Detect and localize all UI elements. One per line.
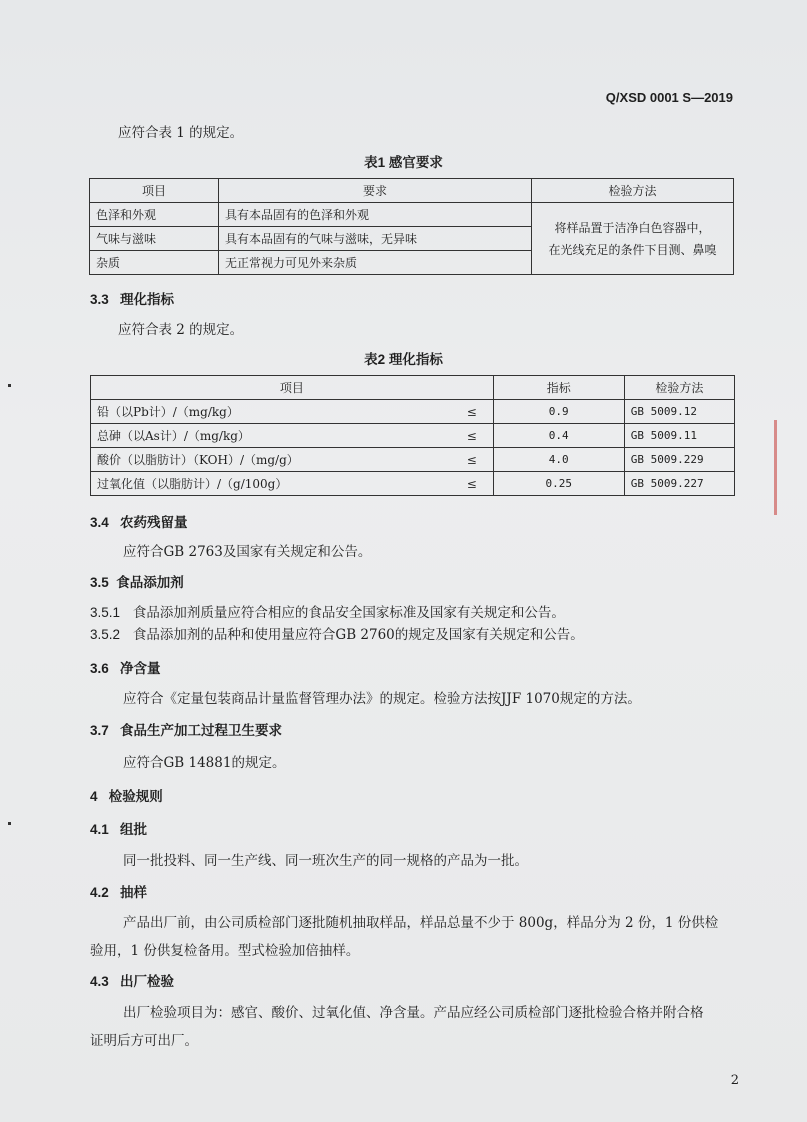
table-cell: ≤ bbox=[451, 472, 494, 496]
table-cell: 酸价（以脂肪计）（KOH）/（mg/g） bbox=[91, 448, 451, 472]
section-4-2-text-line1: 产品出厂前，由公司质检部门逐批随机抽取样品，样品总量不少于 800g，样品分为 2 份，1 份供检 bbox=[123, 915, 719, 931]
section-3-5-heading: 3.5 食品添加剂 bbox=[90, 575, 184, 590]
table-cell: 铅（以Pb计）/（mg/kg） bbox=[91, 400, 451, 424]
table-cell: GB 5009.229 bbox=[624, 448, 734, 472]
table-row bbox=[91, 424, 735, 448]
table2-caption: 表2 理化指标 bbox=[364, 352, 443, 367]
table-row bbox=[91, 400, 735, 424]
table2-header-item: 项目 bbox=[91, 376, 494, 400]
intro-text: 应符合表 1 的规定。 bbox=[118, 125, 244, 141]
table-cell: 0.4 bbox=[493, 424, 624, 448]
table-cell: 0.25 bbox=[493, 472, 624, 496]
method-line-2: 在光线充足的条件下目测、鼻嗅 bbox=[548, 242, 717, 257]
section-4-3-text-line2: 证明后方可出厂。 bbox=[90, 1033, 198, 1049]
section-4-1-heading: 4.1 组批 bbox=[90, 822, 148, 837]
table1-method-cell bbox=[532, 203, 734, 275]
section-3-4-text: 应符合GB 2763及国家有关规定和公告。 bbox=[123, 544, 372, 560]
table-row bbox=[91, 448, 735, 472]
table1-caption: 表1 感官要求 bbox=[364, 155, 443, 170]
table-cell: ≤ bbox=[451, 424, 494, 448]
section-4-1-text: 同一批投料、同一生产线、同一班次生产的同一规格的产品为一批。 bbox=[123, 853, 528, 869]
binding-hole-mark bbox=[8, 822, 11, 825]
clause-3-5-1: 3.5.1 食品添加剂质量应符合相应的食品安全国家标准及国家有关规定和公告。 bbox=[90, 605, 565, 621]
table-cell: GB 5009.12 bbox=[624, 400, 734, 424]
table1-header-item: 项目 bbox=[90, 179, 219, 203]
table2-header-index: 指标 bbox=[493, 376, 624, 400]
standard-code: Q/XSD 0001 S—2019 bbox=[605, 90, 733, 105]
table-cell: 具有本品固有的气味与滋味，无异味 bbox=[219, 227, 532, 251]
section-3-6-text: 应符合《定量包装商品计量监督管理办法》的规定。检验方法按JJF 1070规定的方法。 bbox=[123, 691, 641, 707]
section-4-3-heading: 4.3 出厂检验 bbox=[90, 974, 175, 989]
binding-hole-mark bbox=[8, 384, 11, 387]
clause-3-5-2: 3.5.2 食品添加剂的品种和使用量应符合GB 2760的规定及国家有关规定和公告。 bbox=[90, 627, 584, 643]
section-3-3-heading: 3.3 理化指标 bbox=[90, 292, 175, 307]
table-cell: ≤ bbox=[451, 448, 494, 472]
table-cell: 具有本品固有的色泽和外观 bbox=[219, 203, 532, 227]
section-4-2-text-line2: 验用，1 份供复检备用。型式检验加倍抽样。 bbox=[90, 943, 360, 959]
table-row bbox=[90, 203, 734, 227]
table-cell: ≤ bbox=[451, 400, 494, 424]
section-3-6-heading: 3.6 净含量 bbox=[90, 661, 161, 676]
section-4-3-text-line1: 出厂检验项目为：感官、酸价、过氧化值、净含量。产品应经公司质检部门逐批检验合格并附合格 bbox=[123, 1005, 704, 1021]
table1-header-requirement: 要求 bbox=[219, 179, 532, 203]
table1-header-method: 检验方法 bbox=[532, 179, 734, 203]
table-cell: 杂质 bbox=[90, 251, 219, 275]
sensory-table bbox=[89, 178, 734, 275]
section-3-7-text: 应符合GB 14881的规定。 bbox=[123, 755, 286, 771]
page-number: 2 bbox=[730, 1073, 739, 1088]
table-cell: GB 5009.227 bbox=[624, 472, 734, 496]
table-cell: 无正常视力可见外来杂质 bbox=[219, 251, 532, 275]
table-row bbox=[91, 472, 735, 496]
section-3-7-heading: 3.7 食品生产加工过程卫生要求 bbox=[90, 723, 283, 738]
table-cell: 气味与滋味 bbox=[90, 227, 219, 251]
section-4-2-heading: 4.2 抽样 bbox=[90, 885, 148, 900]
physicochemical-table bbox=[90, 375, 735, 496]
method-line-1: 将样品置于洁净白色容器中， bbox=[554, 220, 711, 235]
table2-header-method: 检验方法 bbox=[624, 376, 734, 400]
table-cell: 4.0 bbox=[493, 448, 624, 472]
section-4-heading: 4 检验规则 bbox=[90, 789, 163, 804]
table-cell: 总砷（以As计）/（mg/kg） bbox=[91, 424, 451, 448]
table-cell: 色泽和外观 bbox=[90, 203, 219, 227]
red-seal-fragment bbox=[774, 420, 807, 515]
section-3-3-text: 应符合表 2 的规定。 bbox=[118, 322, 244, 338]
table-cell: 过氧化值（以脂肪计）/（g/100g） bbox=[91, 472, 451, 496]
section-3-4-heading: 3.4 农药残留量 bbox=[90, 515, 188, 530]
table-cell: GB 5009.11 bbox=[624, 424, 734, 448]
table-cell: 0.9 bbox=[493, 400, 624, 424]
